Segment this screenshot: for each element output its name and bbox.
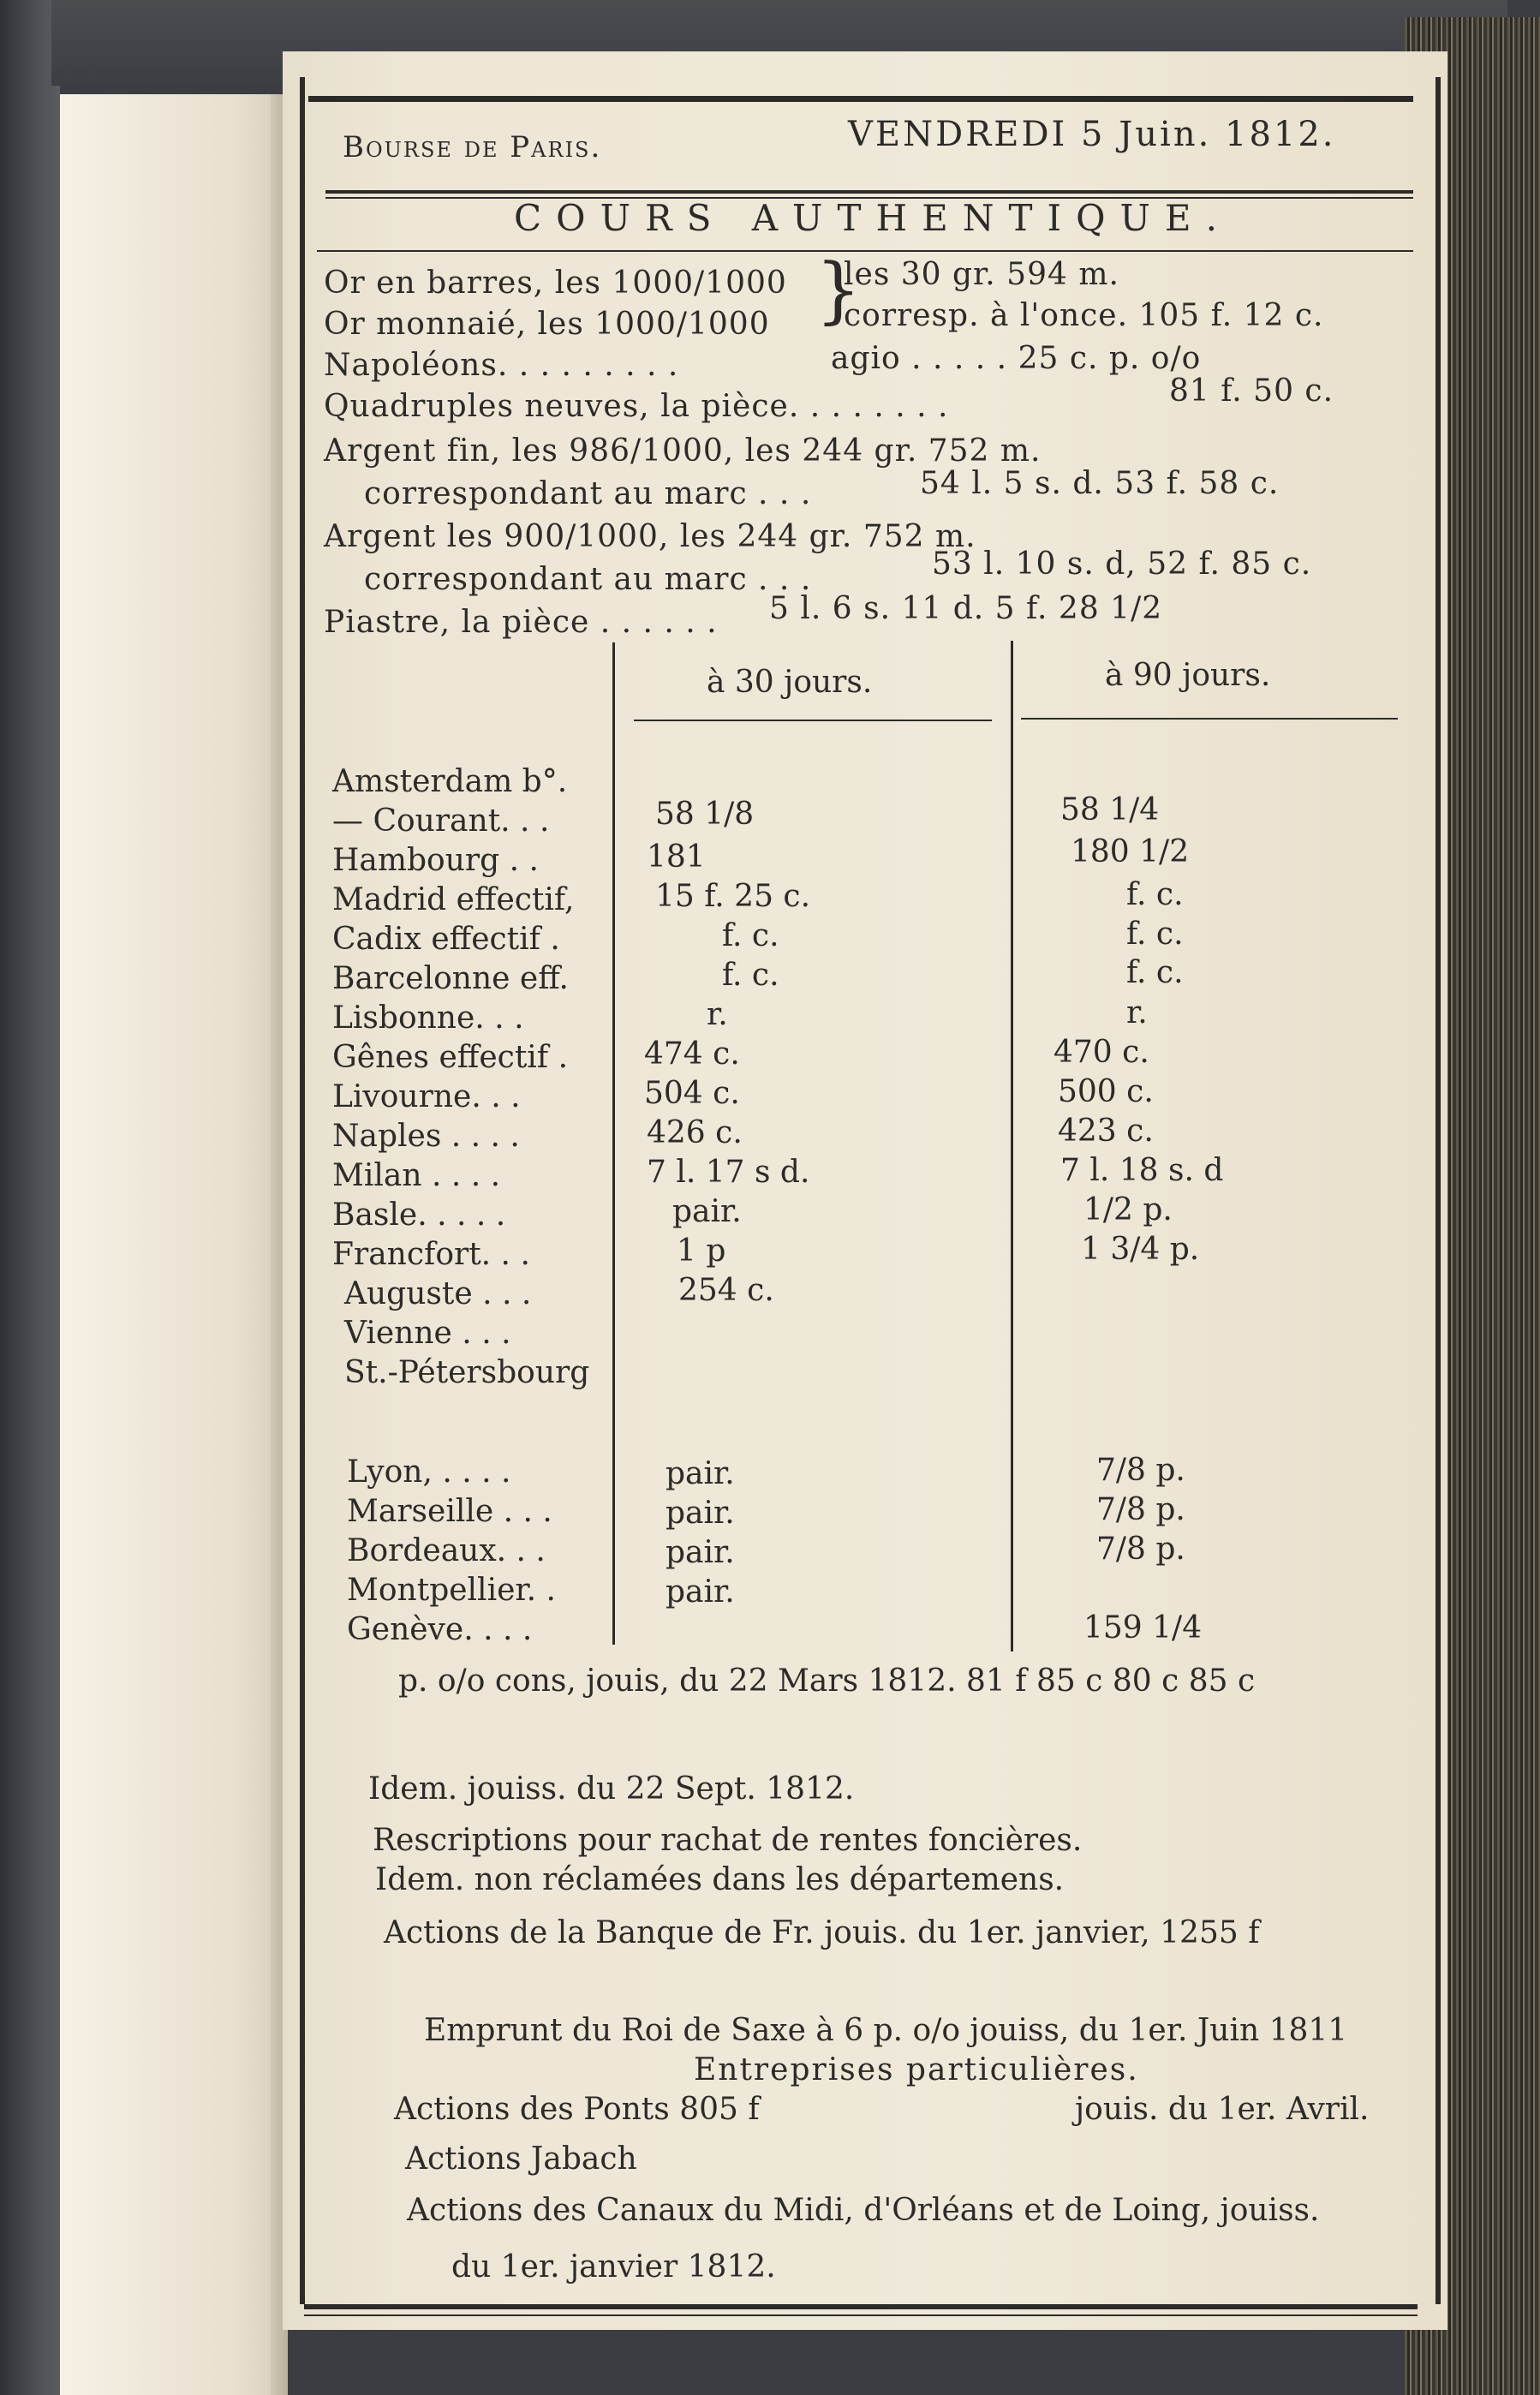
col-header-90: à 90 jours. [1105,658,1271,693]
canaux-line: Actions des Canaux du Midi, d'Orléans et de Loing, jouiss. [407,2193,1320,2228]
place-name: Milan . . . . [332,1158,501,1193]
place-name: Naples . . . . [332,1119,520,1154]
rate-30: 504 c. [644,1076,740,1111]
rate-90: 7/8 p. [1096,1492,1185,1527]
book-binding [0,0,60,2395]
title-rule [317,250,1413,252]
rate-30: pair. [666,1574,735,1610]
page-title: COURS AUTHENTIQUE. [514,197,1232,239]
rate-30: 426 c. [647,1115,743,1150]
metal-value: 54 l. 5 s. d. 53 f. 58 c. [920,466,1280,501]
rate-30: 15 f. 25 c. [655,879,811,914]
place-name: Lyon, . . . . [347,1454,511,1490]
rate-30: pair. [666,1535,735,1570]
header-rule [325,190,1413,194]
rate-90: f. c. [1126,955,1184,990]
emprunt-line: Emprunt du Roi de Saxe à 6 p. o/o jouiss, du 1er. Juin 1811 [424,2013,1348,2048]
metal-label: Or monnaié, les 1000/1000 [324,307,770,342]
metal-label: Argent les 900/1000, les 244 gr. 752 m. [324,519,976,554]
metal-label: correspondant au marc . . . [364,562,812,597]
place-name: Amsterdam b°. [332,764,568,799]
place-name: Marseille . . . [347,1494,552,1529]
rate-90: 1 3/4 p. [1081,1232,1200,1267]
place-name: Hambourg . . [332,843,539,878]
column-divider [612,642,615,1645]
metal-value: 81 f. 50 c. [1169,373,1334,409]
rate-90: 1/2 p. [1083,1192,1173,1227]
metal-label: Quadruples neuves, la pièce. . . . . . . . [324,389,949,424]
metal-label: Or en barres, les 1000/1000 [324,266,787,301]
rate-90: f. c. [1126,877,1184,912]
place-name: St.-Pétersbourg [344,1355,590,1390]
rate-90: 423 c. [1058,1114,1154,1149]
rate-30: pair. [666,1496,735,1531]
place-name: Lisbonne. . . [332,1000,524,1036]
metal-label: Piastre, la pièce . . . . . . [324,605,718,640]
rate-90: r. [1126,995,1148,1030]
rate-30: pair. [672,1194,742,1229]
rate-90: 159 1/4 [1083,1610,1203,1645]
rente-line: Actions de la Banque de Fr. jouis. du 1er. janvier, 1255 f [384,1915,1260,1950]
rate-90: 500 c. [1058,1074,1154,1109]
bottom-rule-2 [304,2314,1418,2316]
rate-30: 58 1/8 [655,797,755,832]
column-divider [1011,641,1013,1651]
place-name: Livourne. . . [332,1079,521,1114]
header-right: VENDREDI 5 Juin. 1812. [848,115,1336,154]
metal-value: 53 l. 10 s. d, 52 f. 85 c. [932,546,1312,582]
place-name: Gênes effectif . [332,1040,569,1075]
jabach-line: Actions Jabach [405,2141,637,2177]
metal-value: corresp. à l'once. 105 f. 12 c. [844,298,1324,333]
place-name: Genève. . . . [347,1612,533,1647]
place-name: Barcelonne eff. [332,961,569,996]
rate-30: pair. [666,1456,735,1491]
rate-30: 474 c. [644,1036,740,1072]
top-rule [308,96,1413,102]
header-left: Bourse de Paris. [343,130,602,164]
ponts-jouis: jouis. du 1er. Avril. [1075,2092,1370,2127]
place-name: Montpellier. . [347,1573,556,1608]
place-name: Vienne . . . [344,1316,511,1351]
rente-line: Idem. jouiss. du 22 Sept. 1812. [368,1771,855,1807]
place-name: Cadix effectif . [332,922,560,957]
rate-30: 181 [647,839,706,875]
rente-line: Idem. non réclamées dans les départemens. [375,1862,1065,1897]
canaux-line-2: du 1er. janvier 1812. [451,2249,776,2285]
rente-line: p. o/o cons, jouis, du 22 Mars 1812. 81 f 85 c 80 c 85 c [398,1663,1256,1699]
rente-line: Rescriptions pour rachat de rentes foncières. [373,1823,1083,1858]
rate-30: f. c. [722,958,779,993]
col-header-rule [634,720,992,721]
place-name: Basle. . . . . [332,1198,506,1233]
metal-value: 5 l. 6 s. 11 d. 5 f. 28 1/2 [769,591,1163,626]
rate-30: 254 c. [678,1273,774,1308]
col-header-rule [1021,718,1398,720]
facing-page [60,94,283,2395]
rate-30: 1 p [677,1233,726,1269]
rate-90: 7/8 p. [1096,1453,1185,1488]
metal-value: les 30 gr. 594 m. [844,257,1119,292]
rate-90: 7 l. 18 s. d [1060,1153,1224,1188]
rate-30: 7 l. 17 s d. [647,1155,810,1190]
entreprises-heading: Entreprises particulières. [694,2052,1139,2087]
ponts-line: Actions des Ponts 805 f [394,2092,760,2127]
place-name: Madrid effectif, [332,882,575,917]
rate-90: 470 c. [1054,1035,1149,1070]
rate-90: f. c. [1126,917,1184,952]
rate-30: f. c. [722,918,779,953]
rate-90: 7/8 p. [1096,1532,1185,1567]
brace-symbol: } [815,248,863,331]
place-name: Francfort. . . [332,1237,530,1272]
place-name: Auguste . . . [344,1276,532,1311]
metal-value: agio . . . . . 25 c. p. o/o [831,341,1202,376]
rate-30: r. [707,997,728,1032]
document-page [283,51,1447,2330]
metal-label: correspondant au marc . . . [364,476,812,511]
bottom-rule [304,2304,1418,2309]
col-header-30: à 30 jours. [707,665,873,700]
place-name: — Courant. . . [332,803,550,839]
metal-label: Argent fin, les 986/1000, les 244 gr. 752 m. [324,433,1042,469]
rate-90: 180 1/2 [1071,834,1190,869]
rate-90: 58 1/4 [1060,792,1160,827]
place-name: Bordeaux. . . [347,1533,546,1568]
metal-label: Napoléons. . . . . . . . . [324,348,679,383]
